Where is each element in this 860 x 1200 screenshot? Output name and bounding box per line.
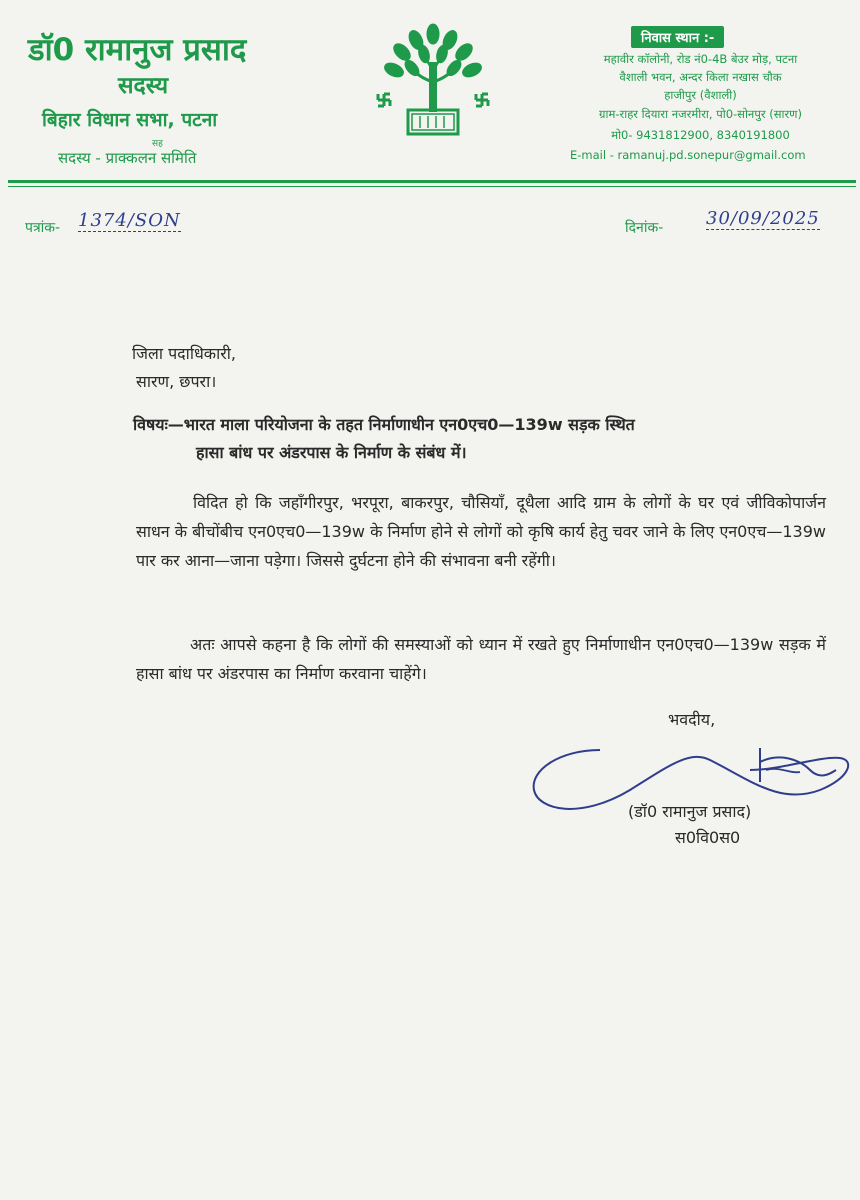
signatory-name: (डॉ0 रामानुज प्रसाद) [628, 802, 752, 821]
address-line: हाजीपुर (वैशाली) [664, 88, 737, 102]
subject-line-2: हासा बांध पर अंडरपास के निर्माण के संबंध में। [196, 443, 467, 462]
header-divider [8, 180, 856, 183]
residence-label: निवास स्थान :- [631, 26, 724, 48]
address-line: ग्राम-राहर दियारा नजरमीरा, पो0-सोनपुर (सारण) [599, 107, 802, 121]
date-value: 30/09/2025 [706, 208, 820, 229]
recipient-line-1: जिला पदाधिकारी, [132, 344, 237, 363]
tree-swastika-emblem-icon [368, 22, 498, 140]
subject-line-1: विषयः—भारत माला परियोजना के तहत निर्माणाधीन एन0एच0—139w सड़क स्थित [133, 415, 635, 434]
letterhead-assembly: बिहार विधान सभा, पटना [42, 109, 218, 131]
date-label: दिनांक- [625, 220, 664, 236]
reference-label: पत्रांक- [25, 220, 61, 236]
address-line: महावीर कॉलोनी, रोड नं0-4B बेउर मोड़, पटना [603, 52, 798, 66]
header-divider-thin [8, 186, 856, 187]
letterhead-saha: सह [152, 139, 163, 149]
recipient-line-2: सारण, छपरा। [136, 372, 217, 391]
letterhead-designation: सदस्य [118, 73, 169, 99]
closing-salutation: भवदीय, [668, 710, 716, 729]
phone-line: मो0- 9431812900, 8340191800 [611, 128, 790, 142]
address-line: वैशाली भवन, अन्दर किला नखास चौक [619, 70, 782, 84]
body-paragraph-1: विदित हो कि जहाँगीरपुर, भरपूरा, बाकरपुर, चौसियाँ, दूधैला आदि ग्राम के लोगों के घर एवं जीविकोपार्जन साधन के बीचोंबीच एन0एच0—139w के निर्माण होने से लोगों को कृषि कार्य हेतु चवर जाने के लिए एन0एच—139w पार कर आना—जाना पड़ेगा। जिससे दुर्घटना होने की संभावना बनी रहेंगी। [136, 493, 826, 570]
email-line: E-mail - ramanuj.pd.sonepur@gmail.com [570, 148, 806, 162]
letterhead-name: डॉ0 रामानुज प्रसाद [28, 32, 247, 68]
signatory-title: स0वि0स0 [675, 828, 741, 847]
letterhead-committee: सदस्य - प्राक्कलन समिति [58, 149, 197, 167]
reference-number: 1374/SON [78, 210, 181, 231]
body-paragraph-2: अतः आपसे कहना है कि लोगों की समस्याओं को ध्यान में रखते हुए निर्माणाधीन एन0एच0—139w सड़क में हासा बांध पर अंडरपास का निर्माण करवाना चाहेंगे। [136, 635, 826, 683]
